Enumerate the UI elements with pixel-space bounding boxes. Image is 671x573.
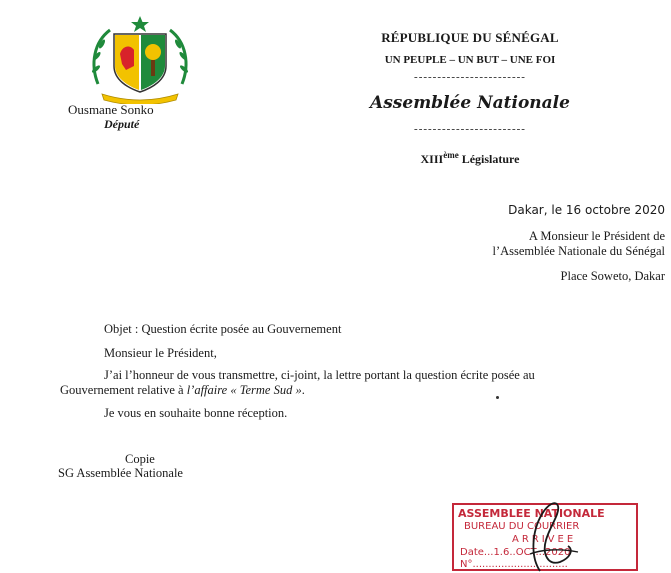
sender-title: Député <box>104 117 140 131</box>
separator-line: ------------------------ <box>414 71 526 83</box>
copy-label: Copie <box>125 452 155 466</box>
recipient-line-2: l’Assemblée Nationale du Sénégal <box>492 244 665 258</box>
stamp-number-line: N°.............................. <box>460 559 568 570</box>
letter-closing: Je vous en souhaite bonne réception. <box>104 406 288 420</box>
affair-name: l’affaire « Terme Sud » <box>186 383 302 397</box>
stamp-line-1: ASSEMBLEE NATIONALE <box>458 507 605 520</box>
sender-name: Ousmane Sonko <box>68 102 154 117</box>
senegal-coat-of-arms-icon <box>80 14 200 104</box>
stamp-line-2: BUREAU DU COURRIER <box>464 521 580 532</box>
speck <box>496 396 499 399</box>
stamp-date-line: Date...1.6..OCT...2020 <box>460 547 571 558</box>
republic-heading: RÉPUBLIQUE DU SÉNÉGAL <box>381 30 559 45</box>
letter-paragraph-1: J’ai l’honneur de vous transmettre, ci-joint, la lettre portant la question écrite posée au <box>104 368 535 382</box>
legislature-label <box>340 150 600 167</box>
recipient-place: Place Soweto, Dakar <box>560 269 665 283</box>
legislature-roman: XIII <box>420 152 444 166</box>
national-motto: UN PEUPLE – UN BUT – UNE FOI <box>384 54 556 66</box>
letter-paragraph-2 <box>60 383 305 398</box>
separator-line: ------------------------ <box>414 123 526 135</box>
letter-subject: Objet : Question écrite posée au Gouvernement <box>104 322 342 336</box>
legislature-suffix: ème <box>443 150 459 160</box>
legislature-word: Législature <box>461 152 520 166</box>
copy-recipient: SG Assemblée Nationale <box>58 466 183 480</box>
letter-salutation: Monsieur le Président, <box>104 346 217 360</box>
recipient-line-1: A Monsieur le Président de <box>528 229 665 243</box>
handwritten-signature-icon <box>500 496 590 573</box>
paragraph-2-end: . <box>301 383 305 397</box>
stamp-line-3: ARRIVEE <box>512 534 577 545</box>
paragraph-2-start: Gouvernement relative à <box>60 383 187 397</box>
assembly-heading: Assemblée Nationale <box>370 93 570 113</box>
letter-date: Dakar, le 16 octobre 2020 <box>508 203 665 217</box>
